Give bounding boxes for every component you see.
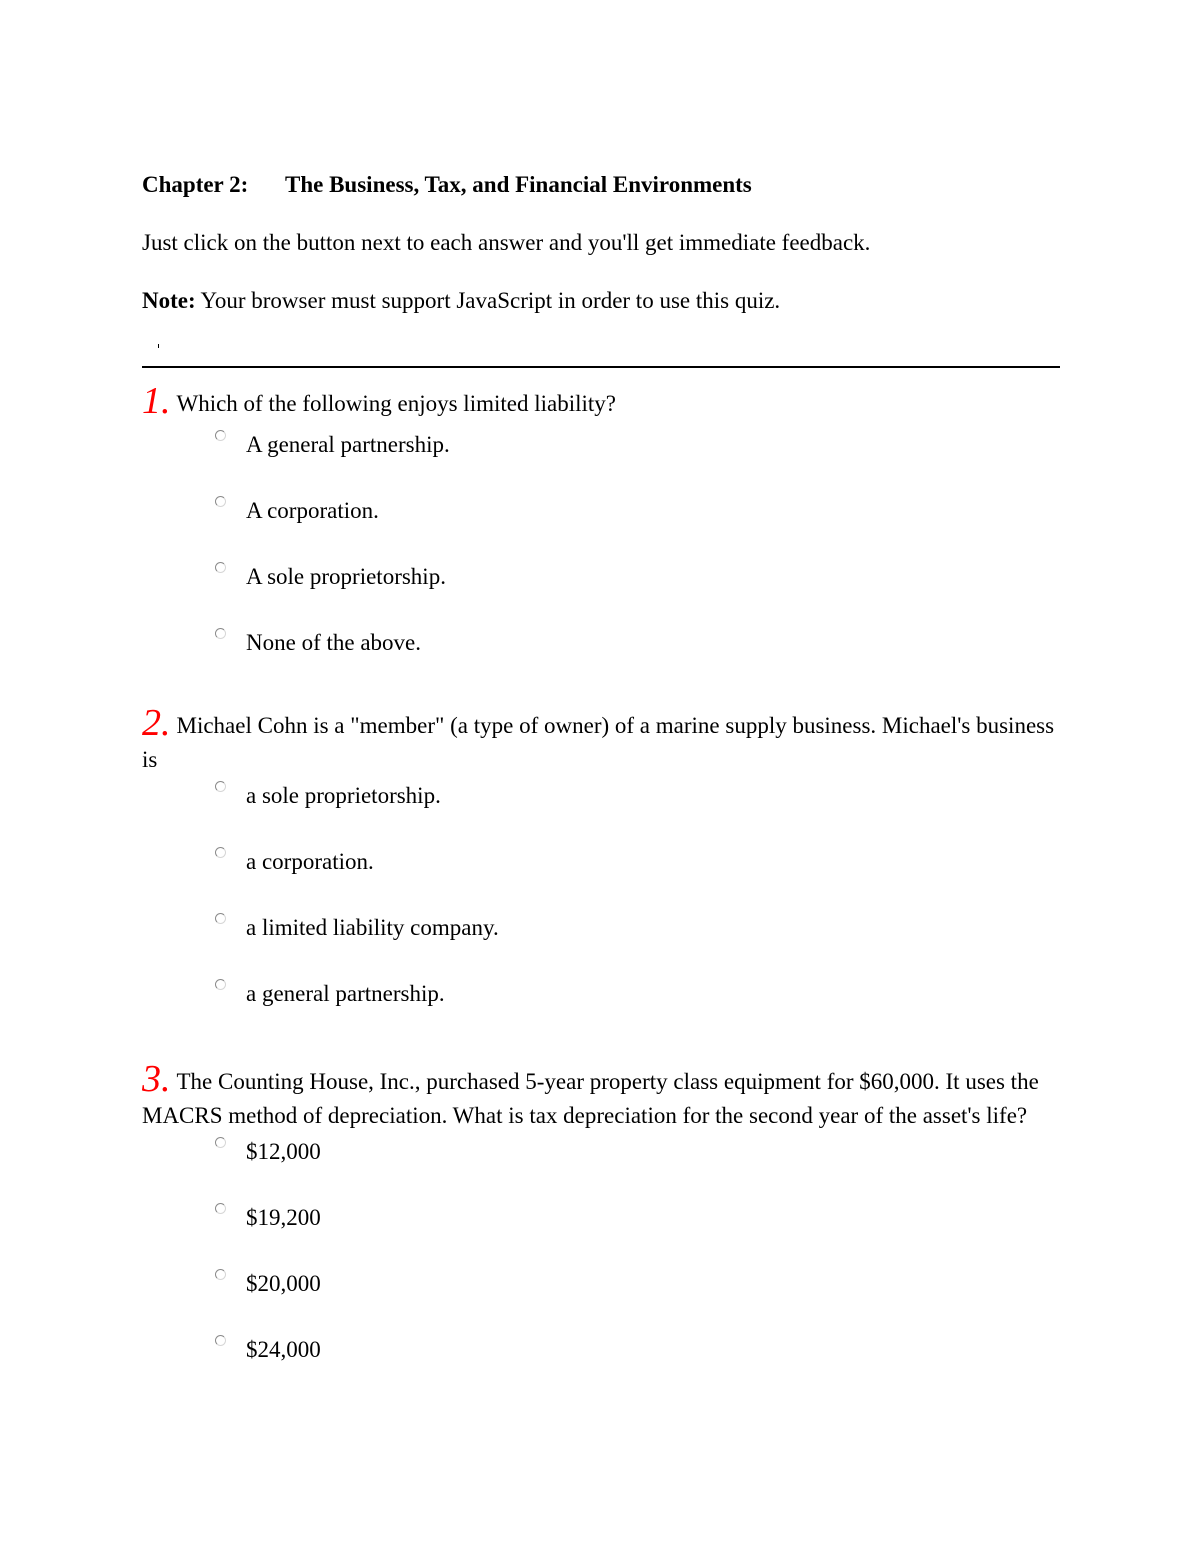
answer-label: a general partnership. <box>246 981 445 1006</box>
answer-radio-button[interactable] <box>215 781 226 792</box>
answer-radio-button[interactable] <box>215 847 226 858</box>
answer-label: a limited liability company. <box>246 915 499 940</box>
note-paragraph <box>142 284 1060 318</box>
answer-label: A corporation. <box>246 498 379 523</box>
question-3 <box>142 1060 1060 1399</box>
chapter-label: Chapter 2: <box>142 172 249 197</box>
answer-radio-button[interactable] <box>215 979 226 990</box>
page-title <box>142 168 1060 202</box>
instructions-text: Just click on the button next to each answer and you'll get immediate feedback. <box>142 230 871 255</box>
question-2 <box>142 704 1060 1043</box>
answer-label: A general partnership. <box>246 432 450 457</box>
answer-label: $12,000 <box>246 1139 321 1164</box>
question-prompt: Michael Cohn is a "member" (a type of owner) of a marine supply business. Michael's business is <box>142 713 1055 772</box>
answer-option[interactable] <box>142 845 1060 911</box>
answer-label: A sole proprietorship. <box>246 564 446 589</box>
answer-option[interactable] <box>142 626 1060 692</box>
answer-option[interactable] <box>142 1267 1060 1333</box>
answer-option[interactable] <box>142 779 1060 845</box>
answer-radio-button[interactable] <box>215 1269 226 1280</box>
question-text <box>142 704 1060 777</box>
answer-option[interactable] <box>142 1201 1060 1267</box>
horizontal-divider <box>142 366 1060 368</box>
answer-radio-button[interactable] <box>215 1137 226 1148</box>
chapter-title: The Business, Tax, and Financial Environments <box>285 172 752 197</box>
question-1 <box>142 382 1060 692</box>
answer-radio-button[interactable] <box>215 628 226 639</box>
note-label: Note: <box>142 288 196 313</box>
answer-option[interactable] <box>142 428 1060 494</box>
answer-radio-button[interactable] <box>215 562 226 573</box>
answer-label: $19,200 <box>246 1205 321 1230</box>
question-text <box>142 1060 1060 1133</box>
answer-option[interactable] <box>142 1135 1060 1201</box>
question-number: 1. <box>142 380 171 422</box>
answer-option[interactable] <box>142 1333 1060 1399</box>
answer-label: a sole proprietorship. <box>246 783 441 808</box>
answer-option[interactable] <box>142 560 1060 626</box>
answer-radio-button[interactable] <box>215 913 226 924</box>
answer-option[interactable] <box>142 911 1060 977</box>
divider-mark <box>158 344 159 348</box>
question-prompt: Which of the following enjoys limited liability? <box>176 391 616 416</box>
note-text: Your browser must support JavaScript in order to use this quiz. <box>200 288 781 313</box>
answer-radio-button[interactable] <box>215 430 226 441</box>
answer-label: $24,000 <box>246 1337 321 1362</box>
answer-radio-button[interactable] <box>215 496 226 507</box>
answer-label: a corporation. <box>246 849 374 874</box>
question-number: 2. <box>142 702 171 744</box>
question-number: 3. <box>142 1058 171 1100</box>
answer-option[interactable] <box>142 494 1060 560</box>
answer-label: None of the above. <box>246 630 421 655</box>
answer-radio-button[interactable] <box>215 1335 226 1346</box>
quiz-page <box>142 168 1060 1362</box>
question-text <box>142 382 1060 421</box>
answer-option[interactable] <box>142 977 1060 1043</box>
answer-radio-button[interactable] <box>215 1203 226 1214</box>
answer-label: $20,000 <box>246 1271 321 1296</box>
question-prompt: The Counting House, Inc., purchased 5-year property class equipment for $60,000. It uses the MACRS method of depreciation. What is tax depreciation for the second year of the asset's life? <box>142 1069 1039 1128</box>
